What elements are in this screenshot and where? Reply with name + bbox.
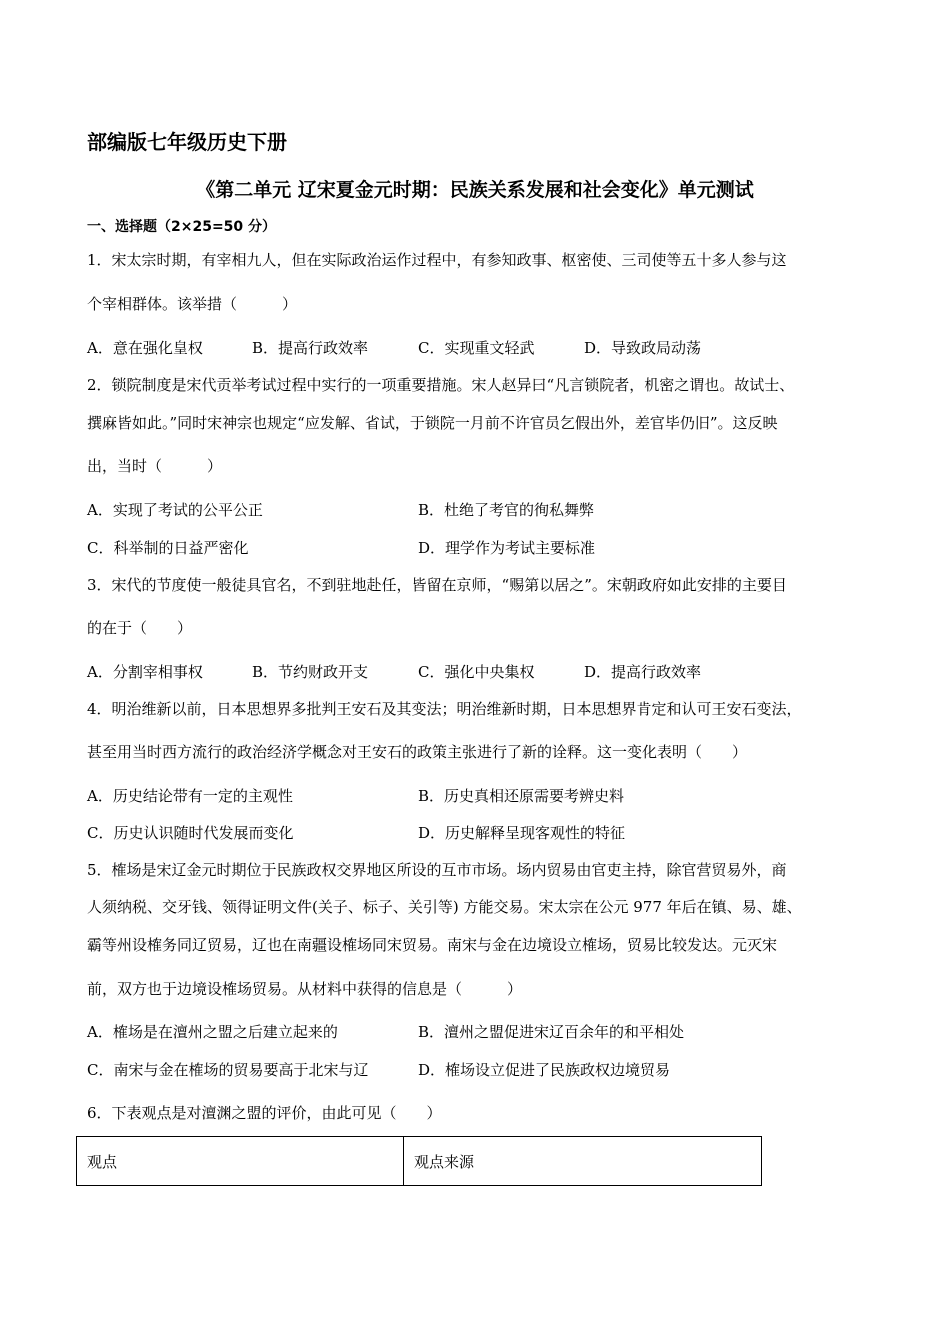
question-1-text-line-1: 1．宋太宗时期，有宰相九人，但在实际政治运作过程中，有参知政事、枢密使、三司使等五十多人参与这 [87, 251, 787, 269]
question-6-text-line-1: 6．下表观点是对澶渊之盟的评价，由此可见（ ） [87, 1104, 442, 1122]
table-header-view: 观点 [77, 1137, 404, 1186]
question-5-text-line-4: 前，双方也于边境设榷场贸易。从材料中获得的信息是（ ） [87, 980, 523, 998]
question-4-option-d: D．历史解释呈现客观性的特征 [418, 824, 626, 842]
question-5-text-line-2: 人须纳税、交牙钱、领得证明文件(关子、标子、关引等) 方能交易。宋太宗在公元 977 年后在镇、易、雄、 [87, 898, 802, 916]
question-5-text-line-3: 霸等州设榷务同辽贸易，辽也在南疆设榷场同宋贸易。南宋与金在边境设立榷场，贸易比较发达。元灭宋 [87, 936, 778, 954]
question-1-option-d: D．导致政局动荡 [584, 339, 702, 357]
question-1-text-line-2: 个宰相群体。该举措（ ） [87, 295, 298, 313]
question-2-text-line-3: 出，当时（ ） [87, 457, 223, 475]
document-title: 部编版七年级历史下册 [87, 130, 287, 154]
question-5-text-line-1: 5．榷场是宋辽金元时期位于民族政权交界地区所设的互市市场。场内贸易由官吏主持，除官营贸易外，商 [87, 861, 787, 879]
question-4-option-c: C．历史认识随时代发展而变化 [87, 824, 294, 842]
question-2-option-b: B．杜绝了考官的徇私舞弊 [418, 501, 595, 519]
question-2-option-c: C．科举制的日益严密化 [87, 539, 249, 557]
table-header-row [77, 1137, 762, 1186]
section-heading: 一、选择题（2×25=50 分） [87, 219, 277, 235]
question-1-option-c: C．实现重文轻武 [418, 339, 535, 357]
question-4-text-line-2: 甚至用当时西方流行的政治经济学概念对王安石的政策主张进行了新的诠释。这一变化表明（ ） [87, 743, 748, 761]
question-4-option-b: B．历史真相还原需要考辨史料 [418, 787, 625, 805]
question-6-table [76, 1136, 762, 1186]
question-2-text-line-2: 撰麻皆如此。”同时宋神宗也规定“应发解、省试，于锁院一月前不许官员乞假出外，差官毕仍旧”。这反映 [87, 414, 778, 432]
question-3-text-line-1: 3．宋代的节度使一般徒具官名，不到驻地赴任，皆留在京师，“赐第以居之”。宋朝政府如此安排的主要目 [87, 576, 787, 594]
question-4-text-line-1: 4．明治维新以前，日本思想界多批判王安石及其变法；明治维新时期，日本思想界肯定和认可王安石变法， [87, 700, 802, 718]
question-5-option-b: B．澶州之盟促进宋辽百余年的和平相处 [418, 1023, 685, 1041]
question-5-option-c: C．南宋与金在榷场的贸易要高于北宋与辽 [87, 1061, 369, 1079]
question-5-option-a: A．榷场是在澶州之盟之后建立起来的 [87, 1023, 338, 1041]
question-2-option-d: D．理学作为考试主要标准 [418, 539, 596, 557]
question-2-option-a: A．实现了考试的公平公正 [87, 501, 263, 519]
question-2-text-line-1: 2．锁院制度是宋代贡举考试过程中实行的一项重要措施。宋人赵异曰“凡言锁院者，机密之谓也。故试士、 [87, 376, 795, 394]
question-3-option-b: B．节约财政开支 [252, 663, 369, 681]
question-4-option-a: A．历史结论带有一定的主观性 [87, 787, 293, 805]
question-5-option-d: D．榷场设立促进了民族政权边境贸易 [418, 1061, 671, 1079]
question-3-option-a: A．分割宰相事权 [87, 663, 203, 681]
question-1-option-b: B．提高行政效率 [252, 339, 369, 357]
question-3-option-c: C．强化中央集权 [418, 663, 535, 681]
unit-title: 《第二单元 辽宋夏金元时期：民族关系发展和社会变化》单元测试 [196, 179, 754, 201]
question-3-option-d: D．提高行政效率 [584, 663, 702, 681]
question-3-text-line-2: 的在于（ ） [87, 619, 193, 637]
table-header-source: 观点来源 [404, 1137, 762, 1186]
question-1-option-a: A．意在强化皇权 [87, 339, 203, 357]
